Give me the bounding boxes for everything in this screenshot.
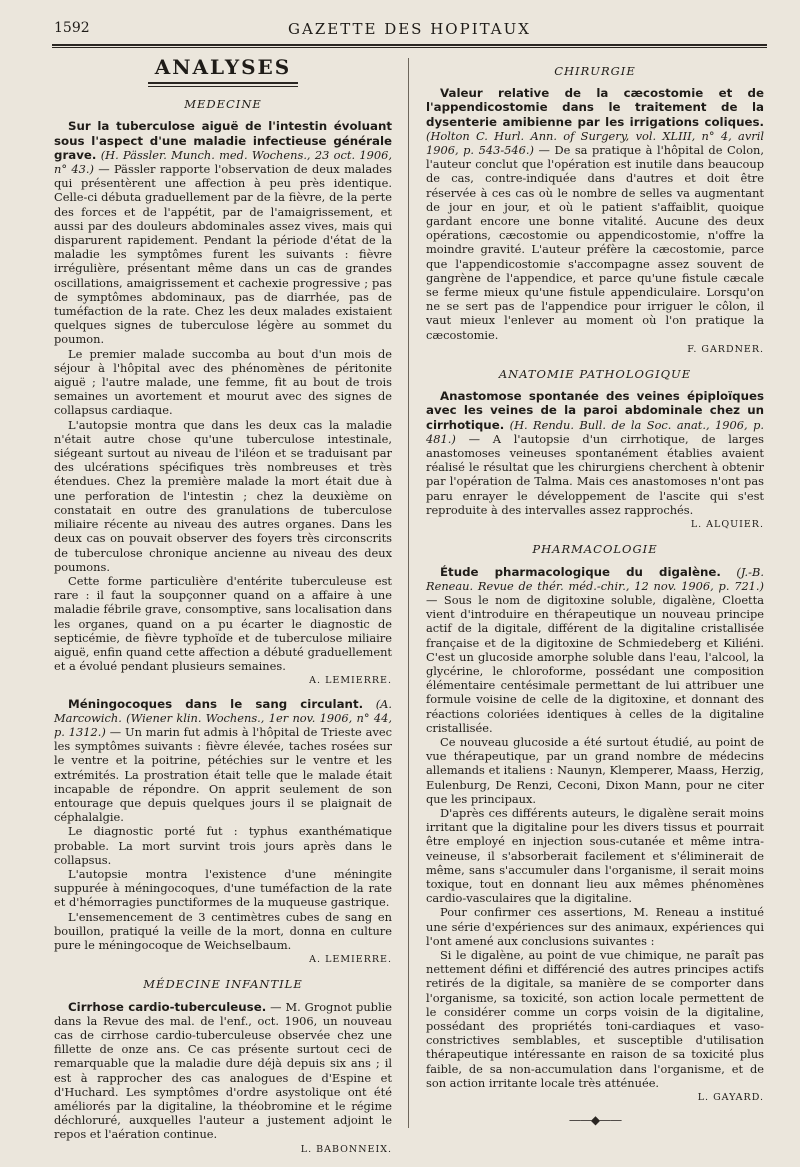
- header-rule: [52, 44, 767, 48]
- article-headline: Méningocoques dans le sang circulant.: [68, 696, 364, 711]
- author-signature: A. LEMIERRE.: [309, 954, 392, 966]
- author-signature: L. ALQUIER.: [690, 519, 764, 531]
- article-anastomose: [426, 389, 764, 532]
- author-signature: L. GAYARD.: [697, 1092, 764, 1104]
- article-lead: [54, 119, 392, 346]
- article-headline: Sur la tuberculose aiguë de l'intestin évoluant sous l'aspect d'une maladie infectieuse générale grave.: [54, 119, 392, 162]
- article-headline: Cirrhose cardio-tuberculeuse.: [68, 999, 267, 1014]
- article-lead: [426, 565, 764, 735]
- article-paragraph: Cette forme particulière d'entérite tuberculeuse est rare : il faut la soupçonner quand on a affaire à une maladie fébrile grave, consomptive, sans localisation dans les organes, quand on a pu écarter le diagnostic de septicémie, de fièvre typhoïde et de tuberculose miliaire aiguë, enfin quand cette affection a débuté graduellement et a évolué pendant plusieurs semaines.: [54, 573, 392, 674]
- article-paragraph: Le diagnostic porté fut : typhus exanthématique probable. La mort survint trois jours après dans le collapsus.: [54, 824, 392, 867]
- article-reference: — M. Grognot publie dans la Revue des mal. de l'enf., oct. 1906,: [54, 999, 393, 1028]
- article-paragraph: L'ensemencement de 3 centimètres cubes de sang en bouillon, pratiqué la veille de la mort, donna en culture pure le méningocoque de Weichselbaum.: [54, 909, 392, 952]
- article-paragraph: Pour confirmer ces assertions, M. Reneau a institué une série d'expériences sur des animaux, expériences qui l'ont amené aux conclusions suivantes :: [426, 905, 764, 948]
- article-reference: (H. Rendu. Bull. de la Soc. anat., 1906, p. 481.) —: [426, 417, 764, 446]
- article-headline: Anastomose spontanée des veines épiploïques avec les veines de la paroi abdominale chez un cirrhotique.: [426, 389, 764, 432]
- article-paragraph: L'autopsie montra que dans les deux cas la maladie n'était autre chose qu'une tuberculose intestinale, siégeant surtout au niveau de l'iléon et se traduisant par des ulcérations spécifiques très nombreuses et très étendues. Chez la première malade la mort était due à une perforation de l'intestin ; chez la deuxième on constatait en outre des granulations de tuberculose miliaire récente au niveau des autres organes. Dans les deux cas on pouvait observer des foyers très circonscrits de tuberculose chronique ancienne au niveau des deux poumons.: [54, 417, 392, 574]
- article-caecostomie: [426, 86, 764, 357]
- section-heading-pharmacologie: PHARMACOLOGIE: [532, 542, 658, 557]
- page-number: 1592: [54, 20, 90, 36]
- page-header: [52, 18, 767, 44]
- article-paragraph: D'après ces différents auteurs, le digalène serait moins irritant que la digitaline pour les divers tissus et pourrait être employé en injection sous-cutanée et même intra-veineuse, il s'absorberait facilement et s'éliminerait de même, sans s'accumuler dans l'organisme, il serait moins toxique, tout en donnant lieu aux mêmes phénomènes cardio-vasculaires que la digitaline.: [426, 805, 764, 906]
- end-ornament: ——◆——: [568, 1113, 622, 1128]
- article-paragraph: Ce nouveau glucoside a été surtout étudié, au point de vue thérapeutique, par un grand nombre de médecins allemands et italiens : Naunyn, Klemperer, Maass, Herzig, Eulenburg, De Renzi, Ceconi, Dixon Mann, pour ne citer que les principaux.: [426, 734, 764, 806]
- main-title: ANALYSES: [154, 55, 292, 79]
- article-paragraph: Sous le nom de digitoxine soluble, digalène, Cloetta vient d'introduire en thérapeutique un nouveau principe actif de la digitale, différent de la digitaline cristallisée française et de la digitoxine de Schmiedeberg et Kiliéni. C'est un glucoside amorphe soluble dans l'eau, l'alcool, la glycérine, le chloroforme, possédant une composition élémentaire centésimale permettant de lui attribuer une formule voisine de celle de la digitoxine, et donnant des réactions coloriées identiques à celles de la digitaline cristallisée.: [426, 592, 765, 735]
- article-paragraph: Le premier malade succomba au bout d'un mois de séjour à l'hôpital avec des phénomènes de péritonite aiguë ; l'autre malade, une femme, fit au bout de trois semaines un avortement et mourut avec des signes de collapsus cardiaque.: [54, 346, 392, 418]
- section-heading-medecine-infantile: MÉDECINE INFANTILE: [143, 977, 303, 992]
- article-lead: [54, 1000, 392, 1142]
- article-paragraph: De sa pratique à l'hôpital de Colon, l'auteur conclut que l'opération est inutile dans beaucoup de cas, contre-indiquée dans d'autres et doit être réservée à ces cas où le nombre de selles va augmentant de jour en jour, et où le patient s'affaiblit, quoique gardant encore une bonne vitalité. Aucune des deux opérations, cæcostomie ou appendicostomie, n'offre la moindre gravité. L'auteur préfère la cæcostomie, parce que l'appendicostomie s'accompagne assez souvent de gangrène de l'appendice, et parce qu'une fistule cæcale se ferme mieux qu'une fistule appendiculaire. Lorsqu'on ne se sert pas de l'appendice pour irriguer le côlon, il vaut mieux l'enlever au moment où l'on pratique la cæcostomie.: [426, 143, 765, 342]
- section-heading-anatomie-pathologique: ANATOMIE PATHOLOGIQUE: [498, 367, 692, 382]
- running-title: GAZETTE DES HOPITAUX: [288, 20, 531, 38]
- article-reference: (Holton C. Hurl. Ann. of Surgery, vol. XLIII, n° 4, avril 1906, p. 543-546.) —: [426, 128, 764, 158]
- right-column: [426, 58, 764, 1127]
- article-reference: (J.-B. Reneau. Revue de thér. méd.-chir., 12 nov. 1906, p. 721.) —: [426, 564, 764, 607]
- article-headline: Étude pharmacologique du digalène.: [440, 564, 721, 579]
- article-lead: [426, 86, 764, 342]
- column-divider: [408, 58, 409, 1128]
- article-paragraph: un nouveau cas de cirrhose cardio-tuberculeuse observée chez une fillette de onze ans. Ce cas présente surtout ceci de remarquable que la maladie dure déjà depuis six ans ; il est à rapprocher des cas analogues de d'Espine et d'Huchard. Les symptômes d'ordre asystolique ont été améliorés par la digitaline, la théobromine et le régime déchloruré, auxquelles l'auteur a justement adjoint le repos et l'aération continue.: [54, 1013, 392, 1142]
- article-lead: [426, 389, 764, 517]
- section-heading-chirurgie: CHIRURGIE: [554, 64, 636, 78]
- section-heading-medecine: MEDECINE: [184, 97, 262, 112]
- article-meningocoques: [54, 697, 392, 968]
- author-signature: L. BABONNEIX.: [300, 1143, 392, 1155]
- article-paragraph: Un marin fut admis à l'hôpital de Trieste avec les symptômes suivants : fièvre élevée, taches rosées sur le ventre et la poitrine, pétéchies sur le ventre et les extrémités. La prostration était telle que le malade était incapable de répondre. On apprit seulement de son entourage que depuis quelques jours il se plaignait de céphalalgie.: [54, 724, 393, 825]
- article-paragraph: L'autopsie montra l'existence d'une méningite suppurée à méningocoques, d'une tuméfaction de la rate et d'hémorragies punctiformes de la muqueuse gastrique.: [54, 866, 392, 910]
- article-reference: (A. Marcowich. (Wiener klin. Wochens., 1er nov. 1906, n° 44, p. 1312.) —: [54, 696, 392, 739]
- article-paragraph: A l'autopsie d'un cirrhotique, de larges anastomoses veineuses spontanément établies avaient réalisé le résultat que les chirurgiens cherchent à obtenir par l'opération de Talma. Mais ces anastomoses n'ont pas paru enrayer le développement de l'ascite qui s'est reproduite à des intervalles assez rapprochés.: [426, 431, 764, 517]
- article-headline: Valeur relative de la cæcostomie et de l'appendicostomie dans le traitement de la dysenterie amibienne par les irrigations coliques.: [426, 86, 764, 129]
- author-signature: F. GARDNER.: [687, 343, 764, 355]
- article-paragraph: Pässler rapporte l'observation de deux malades qui présentèrent une affection à peu près identique. Celle-ci débuta graduellement par de la fièvre, de la perte des forces et de l'appétit, par de l'amaigrissement, et aussi par des douleurs abdominales assez vives, mais qui disparurent rapidement. Pendant la période d'état de la maladie les symptômes furent les suivants : fièvre irrégulière, présentant même dans un cas de grandes oscillations, amaigrissement et cachexie progressive ; pas de symptômes abdominaux, pas de diarrhée, pas de tuméfaction de la rate. Chez les deux malades existaient quelques signes de tuberculose légère au sommet du poumon.: [54, 162, 392, 347]
- article-digalene: [426, 565, 764, 1106]
- article-reference: (H. Pässler. Munch. med. Wochens., 23 oct. 1906, n° 43.) —: [54, 147, 393, 177]
- article-cirrhose: [54, 1000, 392, 1157]
- article-paragraph: Si le digalène, au point de vue chimique, ne paraît pas nettement défini et différencié des autres principes actifs retirés de la digitale, sa manière de se comporter dans l'organisme, sa toxicité, son action locale permettent de le considérer comme un corps voisin de la digitaline, possédant des propriétés toni-cardiaques et vaso-constrictives semblables, et susceptible d'utilisation thérapeutique intéressante en raison de sa toxicité plus faible, de sa non-accumulation dans l'organisme, et de son action irritante locale très atténuée.: [426, 947, 764, 1090]
- author-signature: A. LEMIERRE.: [309, 675, 392, 687]
- article-lead: [54, 697, 392, 825]
- title-rule: [148, 82, 298, 87]
- left-column: [54, 55, 393, 1165]
- article-tuberculose: [54, 119, 392, 688]
